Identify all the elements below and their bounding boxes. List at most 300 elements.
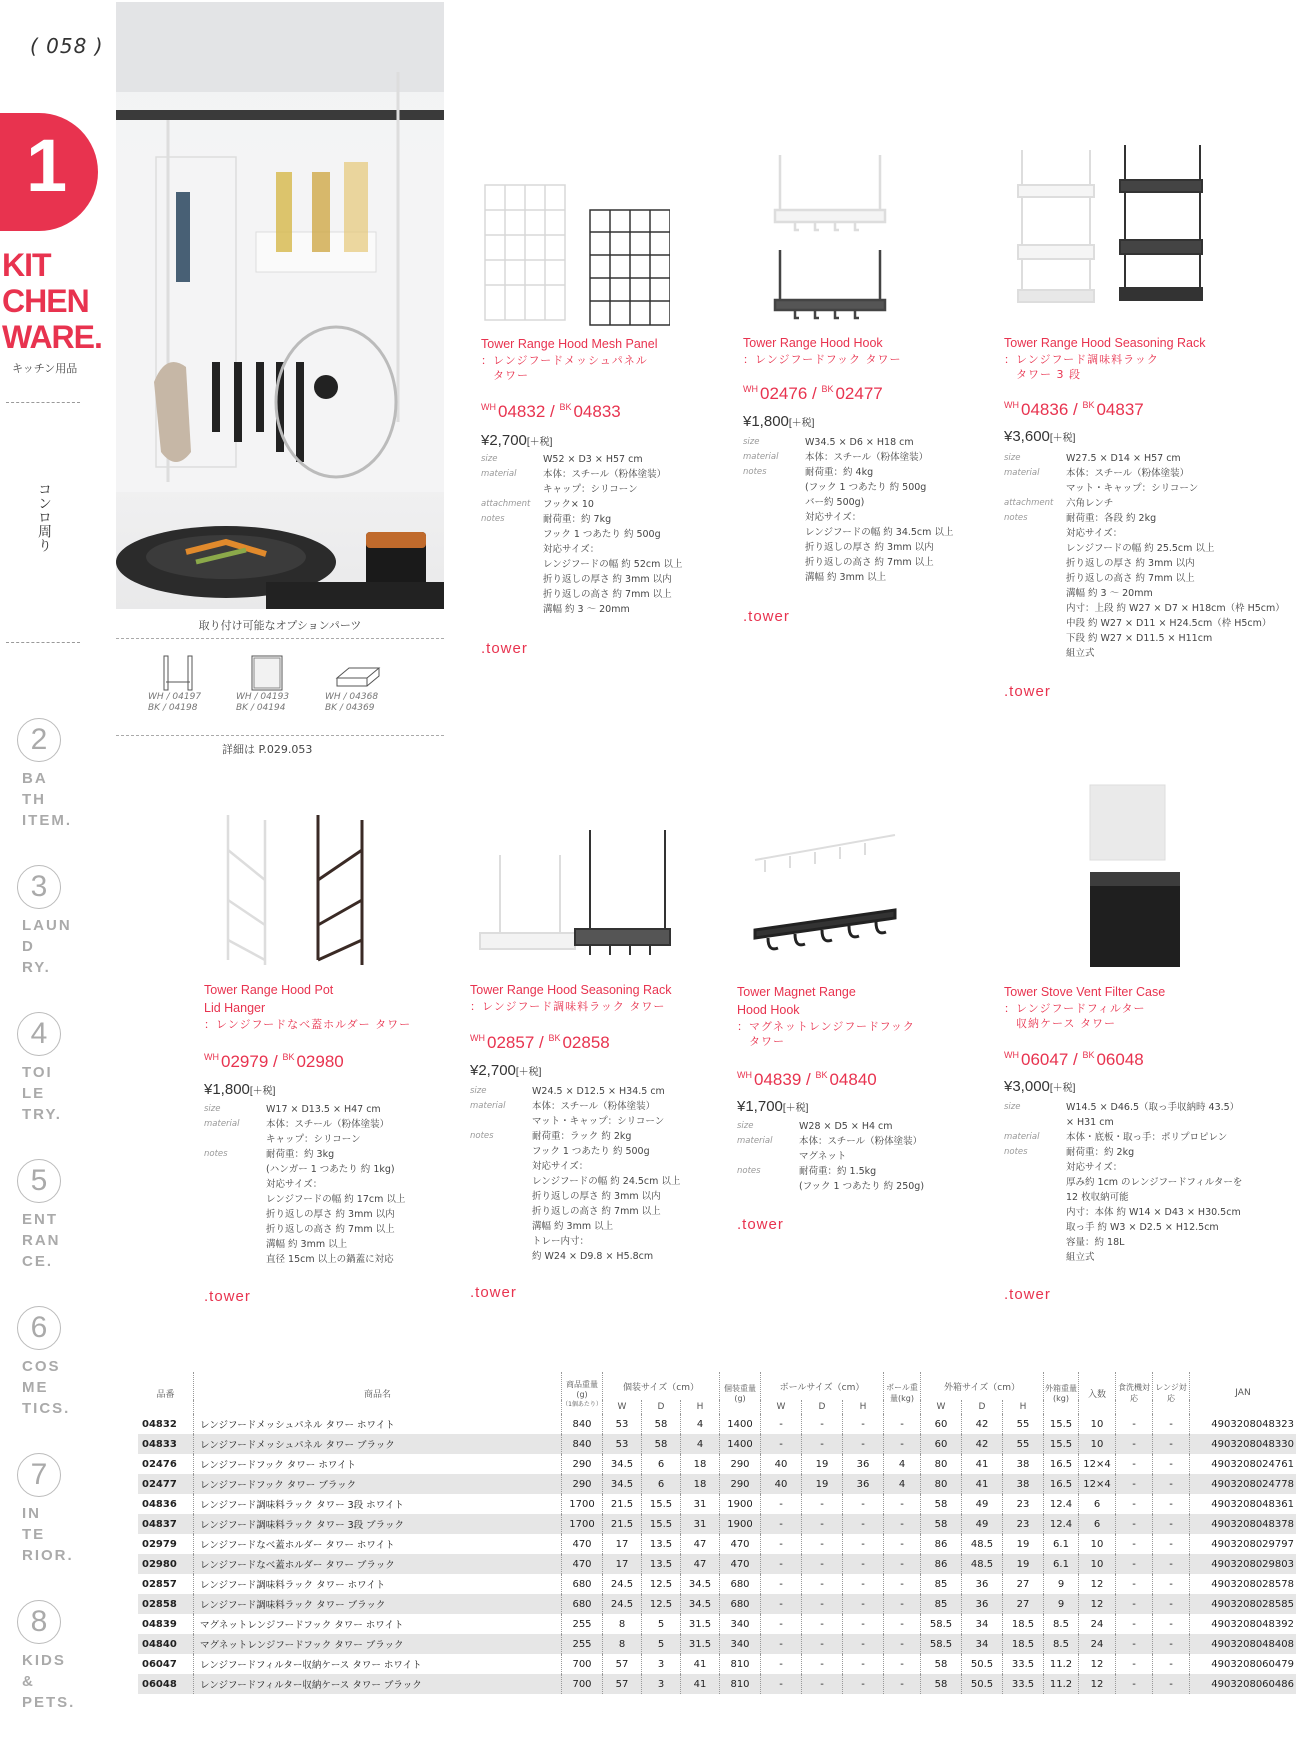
product-price	[481, 432, 552, 449]
col-weight-label: 商品重量(g)	[566, 1379, 598, 1399]
spec-key	[481, 542, 543, 557]
col-ball-h: H	[843, 1400, 884, 1414]
product-code-bk: 02477	[835, 384, 883, 403]
nav-section-label[interactable]	[22, 1503, 74, 1566]
row-jan: 4903208029797	[1211, 1538, 1294, 1550]
spec-row	[1004, 1190, 1242, 1205]
row-cell: -	[1116, 1434, 1153, 1454]
row-cell: 31	[681, 1494, 720, 1514]
row-cell: 19	[802, 1454, 843, 1474]
spec-row	[743, 480, 953, 495]
spec-row	[1004, 1205, 1242, 1220]
spec-row	[1004, 496, 1285, 511]
spec-value: 折り返しの厚さ 約 3mm 以内	[1066, 558, 1195, 569]
row-jan: 4903208029803	[1190, 1554, 1296, 1574]
nav-section-number[interactable]: 7	[17, 1453, 61, 1497]
spec-row	[1004, 511, 1285, 526]
spec-row	[204, 1117, 405, 1132]
spec-value: W52 × D3 × H57 cm	[543, 454, 643, 465]
spec-key: material	[1004, 1132, 1040, 1142]
col-qty: 入数	[1079, 1372, 1116, 1414]
mesh-panel-image	[480, 180, 670, 330]
option-part-icon	[158, 652, 206, 692]
row-cell: -	[843, 1674, 884, 1694]
row-cell: 15.5	[642, 1494, 681, 1514]
option-part-wh: WH / 04193	[236, 692, 290, 702]
spec-row	[204, 1162, 405, 1177]
product-code-wh: 04839	[754, 1070, 802, 1089]
row-cell: 24.5	[603, 1574, 642, 1594]
spec-key: notes	[1004, 513, 1028, 523]
spec-value: 耐荷重：約 3kg	[266, 1149, 335, 1160]
row-cell: 85	[921, 1574, 962, 1594]
spec-value: 直径 15cm 以上の鍋蓋に対応	[266, 1254, 394, 1265]
product-codes: $^{WH}$ 02979 / $^{BK}$ 02980	[204, 1052, 344, 1071]
row-cell: 12×4	[1079, 1454, 1116, 1474]
spec-row	[470, 1159, 680, 1174]
row-cell: 12	[1079, 1574, 1116, 1594]
section-title-line: WARE.	[2, 319, 102, 355]
table-row	[138, 1634, 1296, 1654]
nav-section-label[interactable]	[22, 1209, 61, 1272]
spec-key	[1004, 526, 1066, 541]
spec-key: attachment	[481, 499, 531, 509]
row-cell: 680	[720, 1574, 761, 1594]
spec-row	[1004, 1130, 1242, 1145]
table-row	[138, 1574, 1296, 1594]
row-cell: 1900	[720, 1494, 761, 1514]
row-cell: 58.5	[921, 1634, 962, 1654]
section-badge	[0, 113, 98, 231]
spec-key	[204, 1252, 266, 1267]
row-jan: 4903208048392	[1211, 1618, 1294, 1630]
row-cell: 41	[962, 1474, 1003, 1494]
col-pack-weight: 個装重量(g)	[720, 1372, 761, 1414]
nav-section-number[interactable]: 3	[17, 865, 61, 909]
row-cell: 1900	[720, 1514, 761, 1534]
spec-row	[743, 435, 953, 450]
row-cell: -	[884, 1414, 921, 1434]
spec-row	[743, 540, 953, 555]
spec-value: 内寸：本体 約 W14 × D43 × H30.5cm	[1066, 1207, 1241, 1218]
product-name-line: Hood Hook	[737, 1003, 800, 1017]
row-name: レンジフードフィルター収納ケース タワー ブラック	[194, 1674, 562, 1694]
row-cell: 33.5	[1003, 1654, 1044, 1674]
kitchen-photo-illustration	[116, 2, 444, 609]
spec-row	[470, 1204, 680, 1219]
spec-row	[1004, 601, 1285, 616]
row-cell: -	[1116, 1514, 1153, 1534]
product-code-wh: 02857	[487, 1033, 535, 1052]
row-cell: -	[761, 1434, 802, 1454]
row-cell: 1400	[720, 1414, 761, 1434]
row-cell: 12.5	[642, 1594, 681, 1614]
col-outer-d: D	[962, 1400, 1003, 1414]
row-cell: -	[761, 1614, 802, 1634]
row-cell: -	[802, 1634, 843, 1654]
spec-value: 耐荷重：約 7kg	[543, 514, 612, 525]
row-name: レンジフードメッシュパネル タワー ホワイト	[194, 1414, 562, 1434]
spec-value: レンジフードの幅 約 52cm 以上	[543, 559, 683, 570]
row-cell: -	[843, 1654, 884, 1674]
row-name: レンジフード調味料ラック タワー ブラック	[194, 1594, 562, 1614]
spec-row	[1004, 646, 1285, 661]
row-cell: 6	[1079, 1514, 1116, 1534]
product-price-tax: [＋税]	[1049, 433, 1076, 444]
spec-row	[1004, 586, 1285, 601]
divider	[116, 735, 444, 736]
product-price-value: ¥1,700	[737, 1098, 783, 1115]
seasoning-rack-image	[475, 825, 675, 965]
row-code: 04832	[138, 1414, 194, 1434]
spec-value: 取っ手 約 W3 × D2.5 × H12.5cm	[1066, 1222, 1219, 1233]
spec-key: size	[743, 437, 760, 447]
row-cell: 4	[884, 1454, 921, 1474]
nav-label-line: TICS.	[22, 1400, 71, 1417]
row-cell: 41	[962, 1454, 1003, 1474]
sub-category: コンロ周り	[36, 482, 52, 552]
spec-row	[1004, 1250, 1242, 1265]
spec-row	[481, 452, 682, 467]
row-cell: 60	[921, 1414, 962, 1434]
nav-section-number[interactable]: 5	[17, 1159, 61, 1203]
spec-value: 耐荷重：約 2kg	[1066, 1147, 1135, 1158]
spec-value: レンジフードの幅 約 34.5cm 以上	[805, 527, 954, 538]
spec-row	[204, 1102, 405, 1117]
col-microwave: レンジ対応	[1153, 1372, 1190, 1414]
section-title	[2, 247, 102, 355]
nav-label-line: LE	[22, 1085, 46, 1102]
spec-key	[1004, 1205, 1066, 1220]
nav-label-line: CE.	[22, 1253, 54, 1270]
spec-value: W14.5 × D46.5（取っ手収納時 43.5）	[1066, 1102, 1240, 1113]
spec-key: notes	[204, 1149, 228, 1159]
col-ball: ボールサイズ（cm）	[761, 1372, 884, 1400]
row-cell: -	[1153, 1514, 1190, 1534]
spec-value: 対応サイズ：	[1066, 528, 1123, 539]
spec-key	[470, 1114, 532, 1129]
row-cell: 21.5	[603, 1514, 642, 1534]
row-cell: 48.5	[962, 1554, 1003, 1574]
spec-value: マット・キャップ：シリコーン	[532, 1116, 665, 1127]
row-cell: 8	[603, 1634, 642, 1654]
spec-key	[204, 1237, 266, 1252]
row-cell: 8.5	[1044, 1634, 1079, 1654]
product-name-line: Tower Range Hood Mesh Panel	[481, 337, 658, 351]
product-name-line: Tower Range Hood Pot	[204, 983, 334, 997]
filter-case-image	[1085, 780, 1185, 970]
spec-key	[470, 1189, 532, 1204]
spec-row	[470, 1114, 680, 1129]
spec-row	[204, 1192, 405, 1207]
spec-row	[470, 1144, 680, 1159]
row-cell: 4	[884, 1474, 921, 1494]
spec-key	[1004, 601, 1066, 616]
product-code-bk: 04837	[1096, 400, 1144, 419]
row-cell: 340	[720, 1634, 761, 1654]
product-name-jp: ：マグネットレンジフードフック	[737, 1020, 915, 1033]
product-price-tax: [＋税]	[526, 437, 553, 448]
spec-key	[743, 495, 805, 510]
row-cell: -	[884, 1554, 921, 1574]
option-part-bk: BK / 04369	[325, 703, 375, 713]
row-cell: 4	[681, 1434, 720, 1454]
spec-key	[1004, 631, 1066, 646]
spec-value: 本体：スチール（粉体塗装）	[532, 1101, 656, 1112]
row-cell: 40	[761, 1474, 802, 1494]
row-name: レンジフードなべ蓋ホルダー タワー ホワイト	[194, 1534, 562, 1554]
row-cell: -	[843, 1534, 884, 1554]
row-name: マグネットレンジフードフック タワー ホワイト	[194, 1614, 562, 1634]
row-cell: 31.5	[681, 1614, 720, 1634]
spec-value: 本体：スチール（粉体塗装）	[543, 469, 667, 480]
row-cell: -	[802, 1674, 843, 1694]
spec-value: 対応サイズ：	[266, 1179, 323, 1190]
spec-row	[737, 1164, 924, 1179]
brand-logo: .tower	[470, 1284, 517, 1301]
row-cell: -	[802, 1654, 843, 1674]
row-cell: -	[802, 1574, 843, 1594]
product-name	[737, 983, 1007, 1049]
row-cell: 85	[921, 1594, 962, 1614]
table-row	[138, 1674, 1296, 1694]
product-name-jp: タワー	[737, 1035, 785, 1048]
product-specs	[470, 1084, 680, 1264]
spec-row	[737, 1179, 924, 1194]
spec-row	[1004, 1220, 1242, 1235]
nav-section-number[interactable]: 2	[17, 718, 61, 762]
spec-value: 下段 約 W27 × D11.5 × H11cm	[1066, 633, 1213, 644]
row-code: 02857	[138, 1574, 194, 1594]
spec-key	[470, 1144, 532, 1159]
row-cell: -	[1153, 1474, 1190, 1494]
row-cell: -	[761, 1674, 802, 1694]
row-cell: -	[802, 1614, 843, 1634]
spec-row	[743, 555, 953, 570]
spec-value: 中段 約 W27 × D11 × H24.5cm（枠 H5cm）	[1066, 618, 1272, 629]
spec-key	[743, 510, 805, 525]
spec-value: 折り返しの高さ 約 7mm 以上	[532, 1206, 661, 1217]
spec-value: 耐荷重：約 1.5kg	[799, 1166, 877, 1177]
spec-row	[470, 1249, 680, 1264]
spec-key	[1004, 1250, 1066, 1265]
magnet-hook-image	[750, 820, 900, 960]
product-code-wh: 06047	[1021, 1050, 1069, 1069]
product-name	[204, 981, 474, 1032]
spec-row	[470, 1099, 680, 1114]
nav-label-line: BA	[22, 770, 48, 787]
spec-key	[1004, 586, 1066, 601]
nav-section-label[interactable]	[22, 915, 72, 978]
spec-key: material	[737, 1136, 773, 1146]
row-cell: -	[884, 1494, 921, 1514]
spec-key	[743, 570, 805, 585]
row-cell: 3	[642, 1674, 681, 1694]
spec-key	[481, 482, 543, 497]
product-codes: $^{WH}$ 02857 / $^{BK}$ 02858	[470, 1033, 610, 1052]
option-part-wh: WH / 04197	[148, 692, 202, 702]
nav-section-number[interactable]: 8	[17, 1600, 61, 1644]
row-cell: 53	[603, 1414, 642, 1434]
row-cell: 19	[1003, 1534, 1044, 1554]
brand-logo: .tower	[737, 1216, 784, 1233]
row-cell: -	[1153, 1634, 1190, 1654]
row-jan: 4903208060486	[1190, 1674, 1296, 1694]
spec-row	[737, 1149, 924, 1164]
row-cell: 57	[603, 1654, 642, 1674]
row-cell: 1400	[720, 1434, 761, 1454]
spec-value: フック 1 つあたり 約 500g	[532, 1146, 650, 1157]
row-cell: 31	[681, 1514, 720, 1534]
row-cell: -	[761, 1554, 802, 1574]
row-name: レンジフードフック タワー ホワイト	[194, 1454, 562, 1474]
row-cell: 470	[562, 1534, 603, 1554]
brand-name: tower	[209, 1288, 251, 1305]
row-cell: -	[1153, 1454, 1190, 1474]
product-name-jp: ：レンジフードフック タワー	[743, 353, 902, 366]
row-cell: 42	[962, 1434, 1003, 1454]
spec-row	[481, 572, 682, 587]
spec-value: 溝幅 約 3mm 以上	[805, 572, 887, 583]
spec-key	[743, 540, 805, 555]
row-cell: 10	[1079, 1434, 1116, 1454]
row-cell: 47	[681, 1554, 720, 1574]
spec-row	[470, 1174, 680, 1189]
product-code-wh: 04836	[1021, 400, 1069, 419]
nav-label-line: ME	[22, 1379, 49, 1396]
row-cell: 810	[720, 1674, 761, 1694]
nav-label-line: LAUN	[22, 917, 72, 934]
row-cell: -	[884, 1574, 921, 1594]
spec-key: notes	[743, 467, 767, 477]
spec-row	[470, 1234, 680, 1249]
nav-label-line: RIOR.	[22, 1547, 74, 1564]
row-cell: 12	[1079, 1674, 1116, 1694]
spec-value: 容量：約 18L	[1066, 1237, 1125, 1248]
row-cell: 24.5	[603, 1594, 642, 1614]
row-cell: 16.5	[1044, 1474, 1079, 1494]
spec-key	[737, 1179, 799, 1194]
spec-row	[204, 1207, 405, 1222]
product-code-bk: 02980	[296, 1052, 344, 1071]
row-cell: -	[1116, 1534, 1153, 1554]
nav-section-label[interactable]	[22, 1062, 62, 1125]
row-cell: 15.5	[1044, 1414, 1079, 1434]
table-row	[138, 1654, 1296, 1674]
spec-table-body	[138, 1414, 1296, 1694]
spec-row	[743, 450, 953, 465]
row-name: レンジフード調味料ラック タワー 3段 ブラック	[194, 1514, 562, 1534]
pot-lid-hanger-image	[200, 810, 390, 970]
row-cell: -	[1153, 1574, 1190, 1594]
row-code: 06048	[138, 1674, 194, 1694]
row-cell: -	[884, 1534, 921, 1554]
spec-value: 本体：スチール（粉体塗装）	[805, 452, 929, 463]
product-price-value: ¥1,800	[204, 1081, 250, 1098]
row-cell: 290	[720, 1474, 761, 1494]
row-cell: 290	[720, 1454, 761, 1474]
spec-row	[204, 1132, 405, 1147]
spec-value: 折り返しの厚さ 約 3mm 以内	[543, 574, 672, 585]
spec-value: フック× 10	[543, 499, 594, 510]
spec-key	[1004, 571, 1066, 586]
spec-value: 溝幅 約 3 ～ 20mm	[543, 604, 630, 615]
product-name-line: Tower Magnet Range	[737, 985, 856, 999]
row-cell: 53	[603, 1434, 642, 1454]
col-ball-w: W	[761, 1400, 802, 1414]
row-cell: 31.5	[681, 1634, 720, 1654]
row-cell: 23	[1003, 1514, 1044, 1534]
col-outer: 外箱サイズ（cm）	[921, 1372, 1044, 1400]
spec-value: W17 × D13.5 × H47 cm	[266, 1104, 381, 1115]
spec-value: (ハンガー 1 つあたり 約 1kg)	[266, 1164, 395, 1175]
row-cell: 470	[720, 1534, 761, 1554]
row-cell: -	[1153, 1614, 1190, 1634]
spec-value: バー約 500g)	[805, 497, 865, 508]
spec-value: 組立式	[1066, 1252, 1095, 1263]
row-cell: 86	[921, 1534, 962, 1554]
table-row	[138, 1614, 1296, 1634]
spec-row	[743, 465, 953, 480]
spec-key	[743, 525, 805, 540]
nav-section-label[interactable]	[22, 1650, 75, 1713]
row-cell: -	[884, 1674, 921, 1694]
row-cell: 15.5	[642, 1514, 681, 1534]
nav-section-number[interactable]: 4	[17, 1012, 61, 1056]
row-jan: 4903208048330	[1190, 1434, 1296, 1454]
table-row	[138, 1434, 1296, 1454]
option-part	[236, 652, 306, 714]
row-cell: 55	[1003, 1414, 1044, 1434]
product-specs	[1004, 451, 1285, 661]
row-jan: 4903208048323	[1211, 1418, 1294, 1430]
section-number: 1	[26, 124, 68, 207]
row-cell: -	[884, 1594, 921, 1614]
spec-key: material	[743, 452, 779, 462]
row-cell: -	[761, 1594, 802, 1614]
product-specs	[204, 1102, 405, 1267]
spec-value: 折り返しの厚さ 約 3mm 以内	[266, 1209, 395, 1220]
row-cell: 17	[603, 1534, 642, 1554]
row-cell: -	[843, 1594, 884, 1614]
product-price-tax: [＋税]	[515, 1067, 542, 1078]
spec-row	[481, 467, 682, 482]
brand-name: tower	[748, 608, 790, 625]
spec-table	[138, 1372, 1296, 1694]
spec-key	[481, 527, 543, 542]
row-code: 02980	[138, 1554, 194, 1574]
spec-key	[481, 602, 543, 617]
product-code-bk: 04833	[573, 402, 621, 421]
row-cell: 34	[962, 1614, 1003, 1634]
nav-section-label[interactable]	[22, 1356, 70, 1419]
spec-row	[1004, 631, 1285, 646]
row-cell: 50.5	[962, 1654, 1003, 1674]
seasoning-rack-3tier-image	[1010, 140, 1210, 310]
spec-key: notes	[470, 1131, 494, 1141]
nav-section-number[interactable]: 6	[17, 1306, 61, 1350]
spec-value: 12 枚収納可能	[1066, 1192, 1129, 1203]
nav-section-label[interactable]	[22, 768, 72, 831]
row-cell: 13.5	[642, 1534, 681, 1554]
row-cell: 290	[562, 1454, 603, 1474]
row-cell: -	[884, 1654, 921, 1674]
row-cell: 57	[603, 1674, 642, 1694]
row-cell: 50.5	[962, 1674, 1003, 1694]
row-cell: 255	[562, 1634, 603, 1654]
spec-key	[481, 587, 543, 602]
spec-row	[470, 1189, 680, 1204]
